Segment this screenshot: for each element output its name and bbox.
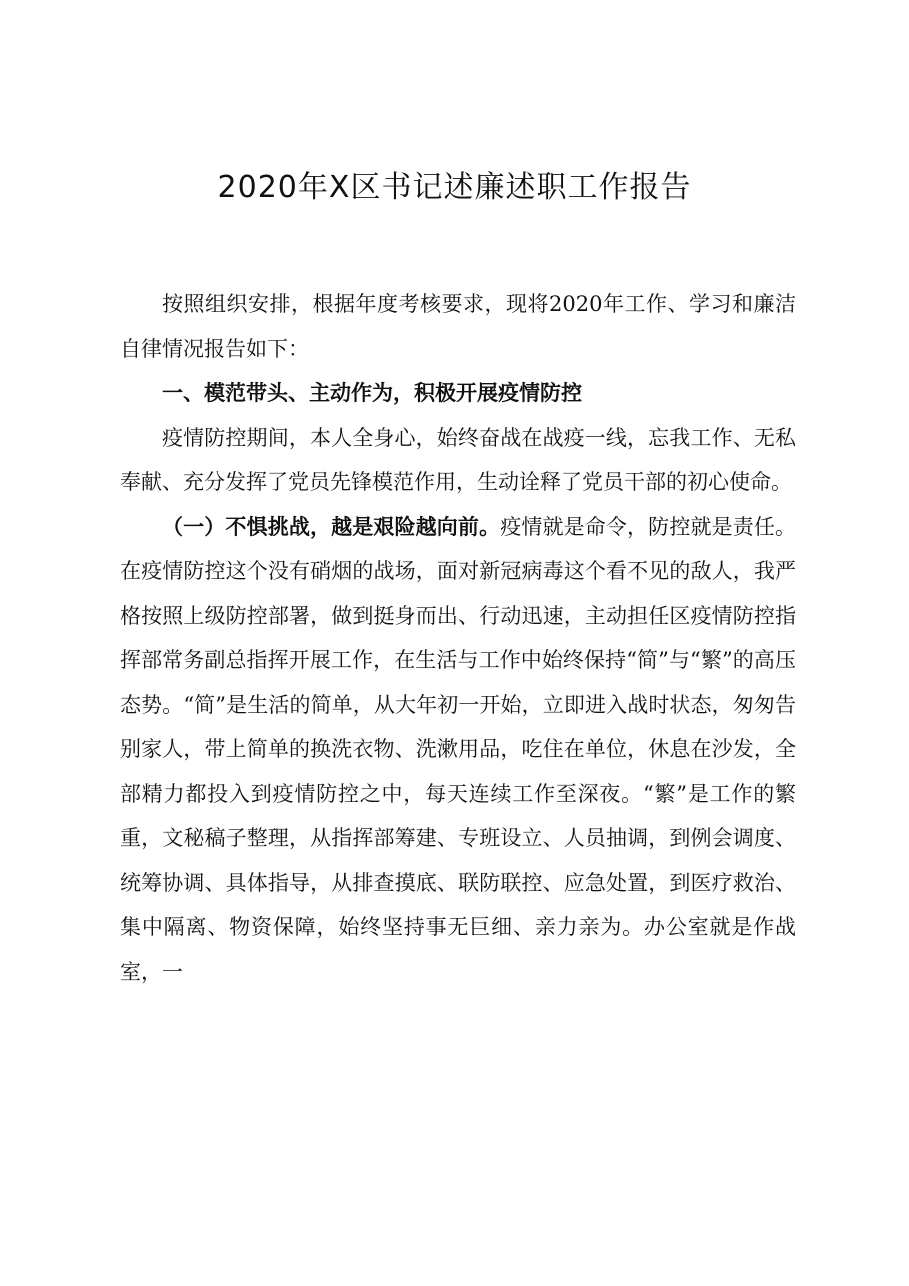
subsection-lead: （一）不惧挑战，越是艰险越向前。 [162,513,501,539]
document-title: 2020年X区书记述廉述职工作报告 [217,170,692,205]
intro-paragraph: 按照组织安排，根据年度考核要求，现将2020年工作、学习和廉洁自律情况报告如下： [120,292,796,361]
subsection-paragraph [120,505,796,995]
document-body [120,282,796,994]
section-heading: 一、模范带头、主动作为，积极开展疫情防控 [162,381,582,405]
subsection-text: 疫情就是命令，防控就是责任。在疫情防控这个没有硝烟的战场，面对新冠病毒这个看不见的敌人，我严格按照上级防控部署，做到挺身而出、行动迅速，主动担任区疫情防控指挥部常务副总指挥开展工作，在生活与工作中始终保持“简”与“繁”的高压态势。“简”是生活的简单，从大年初一开始，立即进入战时状态，匆匆告别家人，带上简单的换洗衣物、洗漱用品，吃住在单位，休息在沙发，全部精力都投入到疫情防控之中，每天连续工作至深夜。“繁”是工作的繁重，文秘稿子整理，从指挥部筹建、专班设立、人员抽调，到例会调度、统筹协调、具体指导，从排查摸底、联防联控、应急处置，到医疗救治、集中隔离、物资保障，始终坚持事无巨细、亲力亲为。办公室就是作战室，一 [120,514,797,984]
section-paragraph: 疫情防控期间，本人全身心，始终奋战在战疫一线，忘我工作、无私奉献、充分发挥了党员先锋模范作用，生动诠释了党员干部的初心使命。 [120,425,796,494]
